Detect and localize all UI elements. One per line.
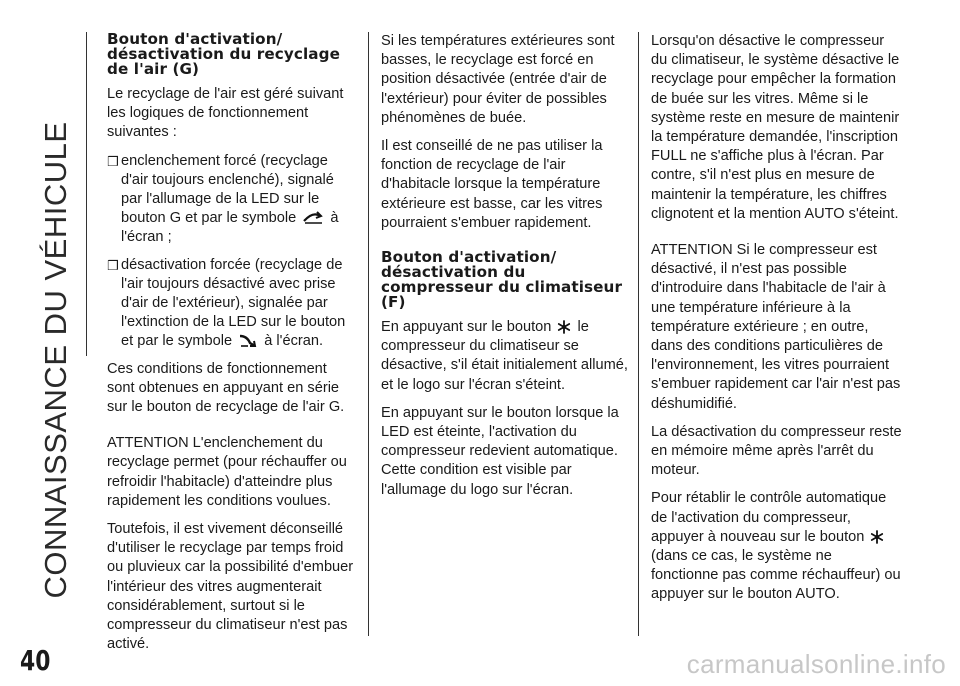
paragraph: Lorsqu'on désactive le compresseur du climatiseur, le système désactive le recyclage pour empêcher la formation de buée sur les vitres. Même si le système reste en mesure de maintenir la température demandée, l'inscription FULL ne s'affiche plus à l'écran. Par contre, s'il n'est plus en mesure de maintenir la température, les chiffres clignotent et la mention AUTO s'éteint. bbox=[651, 33, 900, 222]
bullet-text: désactivation forcée (recyclage de l'air toujours désactivé avec prise d'air de l'extérieur), signalée par l'extinction de la LED sur le bouton et par le symbole bbox=[121, 256, 346, 350]
page-number: 40 bbox=[20, 644, 51, 677]
bullet-marker: ❒ bbox=[107, 257, 119, 273]
column-1 bbox=[107, 32, 357, 663]
bullet-text-end: à l'écran. bbox=[264, 333, 324, 350]
paragraph: Ces conditions de fonctionnement sont obtenues en appuyant en série sur le bouton de recyclage de l'air G. bbox=[107, 360, 345, 416]
paragraph-text-end: le compresseur du climatiseur se désactive, s'il était initialement allumé, et le logo sur l'écran s'éteint. bbox=[381, 319, 628, 393]
column-divider-2 bbox=[638, 32, 639, 636]
snowflake-icon bbox=[870, 530, 884, 544]
paragraph-text: Pour rétablir le contrôle automatique de l'activation du compresseur, appuyer à nouveau sur le bouton bbox=[651, 490, 887, 545]
list-item bbox=[107, 152, 357, 248]
paragraph-text-end: (dans ce cas, le système ne fonctionne pas comme réchauffeur) ou appuyer sur le bouton AUTO. bbox=[651, 548, 901, 603]
paragraph bbox=[381, 318, 631, 395]
paragraph: La désactivation du compresseur reste en mémoire même après l'arrêt du moteur. bbox=[651, 423, 902, 479]
attention-paragraph: ATTENTION L'enclenchement du recyclage permet (pour réchauffer ou refroidir l'habitacle) d'atteindre plus rapidement les conditions voulues. bbox=[107, 435, 347, 509]
paragraph bbox=[651, 489, 903, 604]
heading-compressor: Bouton d'activation/ désactivation du compresseur du climatiseur (F) bbox=[381, 248, 623, 312]
paragraph: Il est conseillé de ne pas utiliser la fonction de recyclage de l'air d'habitacle lorsque la température extérieure est basse, car les vitres pourraient s'embuer rapidement. bbox=[381, 138, 603, 231]
attention-paragraph: ATTENTION Si le compresseur est désactivé, il n'est pas possible d'introduire dans l'habitacle de l'air à une température inférieure à la température extérieure ; en outre, dans des conditions particulières de l'environnement, les vitres pourraient s'embuer rapidement car l'air n'est pas déshumidifié. bbox=[651, 242, 901, 412]
section-sidebar-title: CONNAISSANCE DU VÉHICULE bbox=[38, 121, 73, 599]
paragraph: En appuyant sur le bouton lorsque la LED est éteinte, l'activation du compresseur redevient automatique. Cette condition est visible par l'allumage du logo sur l'écran. bbox=[381, 404, 619, 498]
column-divider-1 bbox=[368, 32, 369, 636]
paragraph: Si les températures extérieures sont basses, le recyclage est forcé en position désactivée (entrée d'air de l'extérieur) pour éviter de possibles phénomènes de buée. bbox=[381, 33, 615, 126]
bullet-text-end: à l'écran ; bbox=[121, 210, 339, 246]
heading-recirculation: Bouton d'activation/ désactivation du recyclage de l'air (G) bbox=[107, 30, 340, 78]
snowflake-icon bbox=[557, 320, 571, 334]
bullet-text: enclenchement forcé (recyclage d'air toujours enclenché), signalé par l'allumage de la LED sur le bouton G et par le symbole bbox=[121, 152, 334, 227]
intro-paragraph: Le recyclage de l'air est géré suivant les logiques de fonctionnement suivantes : bbox=[107, 86, 344, 141]
column-divider-left bbox=[86, 32, 87, 356]
list-item bbox=[107, 256, 357, 352]
bullet-marker: ❒ bbox=[107, 153, 119, 169]
paragraph-text: En appuyant sur le bouton bbox=[381, 319, 552, 336]
paragraph: Toutefois, il est vivement déconseillé d'utiliser le recyclage par temps froid ou pluvieux car la possibilité d'embuer l'intérieur des vitres augmenterait considérablement, surtout si le compresseur du climatiseur n'est pas activé. bbox=[107, 521, 354, 653]
recirculation-on-icon bbox=[302, 210, 324, 225]
column-2 bbox=[381, 32, 631, 509]
outside-air-icon bbox=[238, 333, 258, 348]
watermark: carmanualsonline.info bbox=[686, 649, 946, 679]
column-3 bbox=[651, 32, 903, 614]
